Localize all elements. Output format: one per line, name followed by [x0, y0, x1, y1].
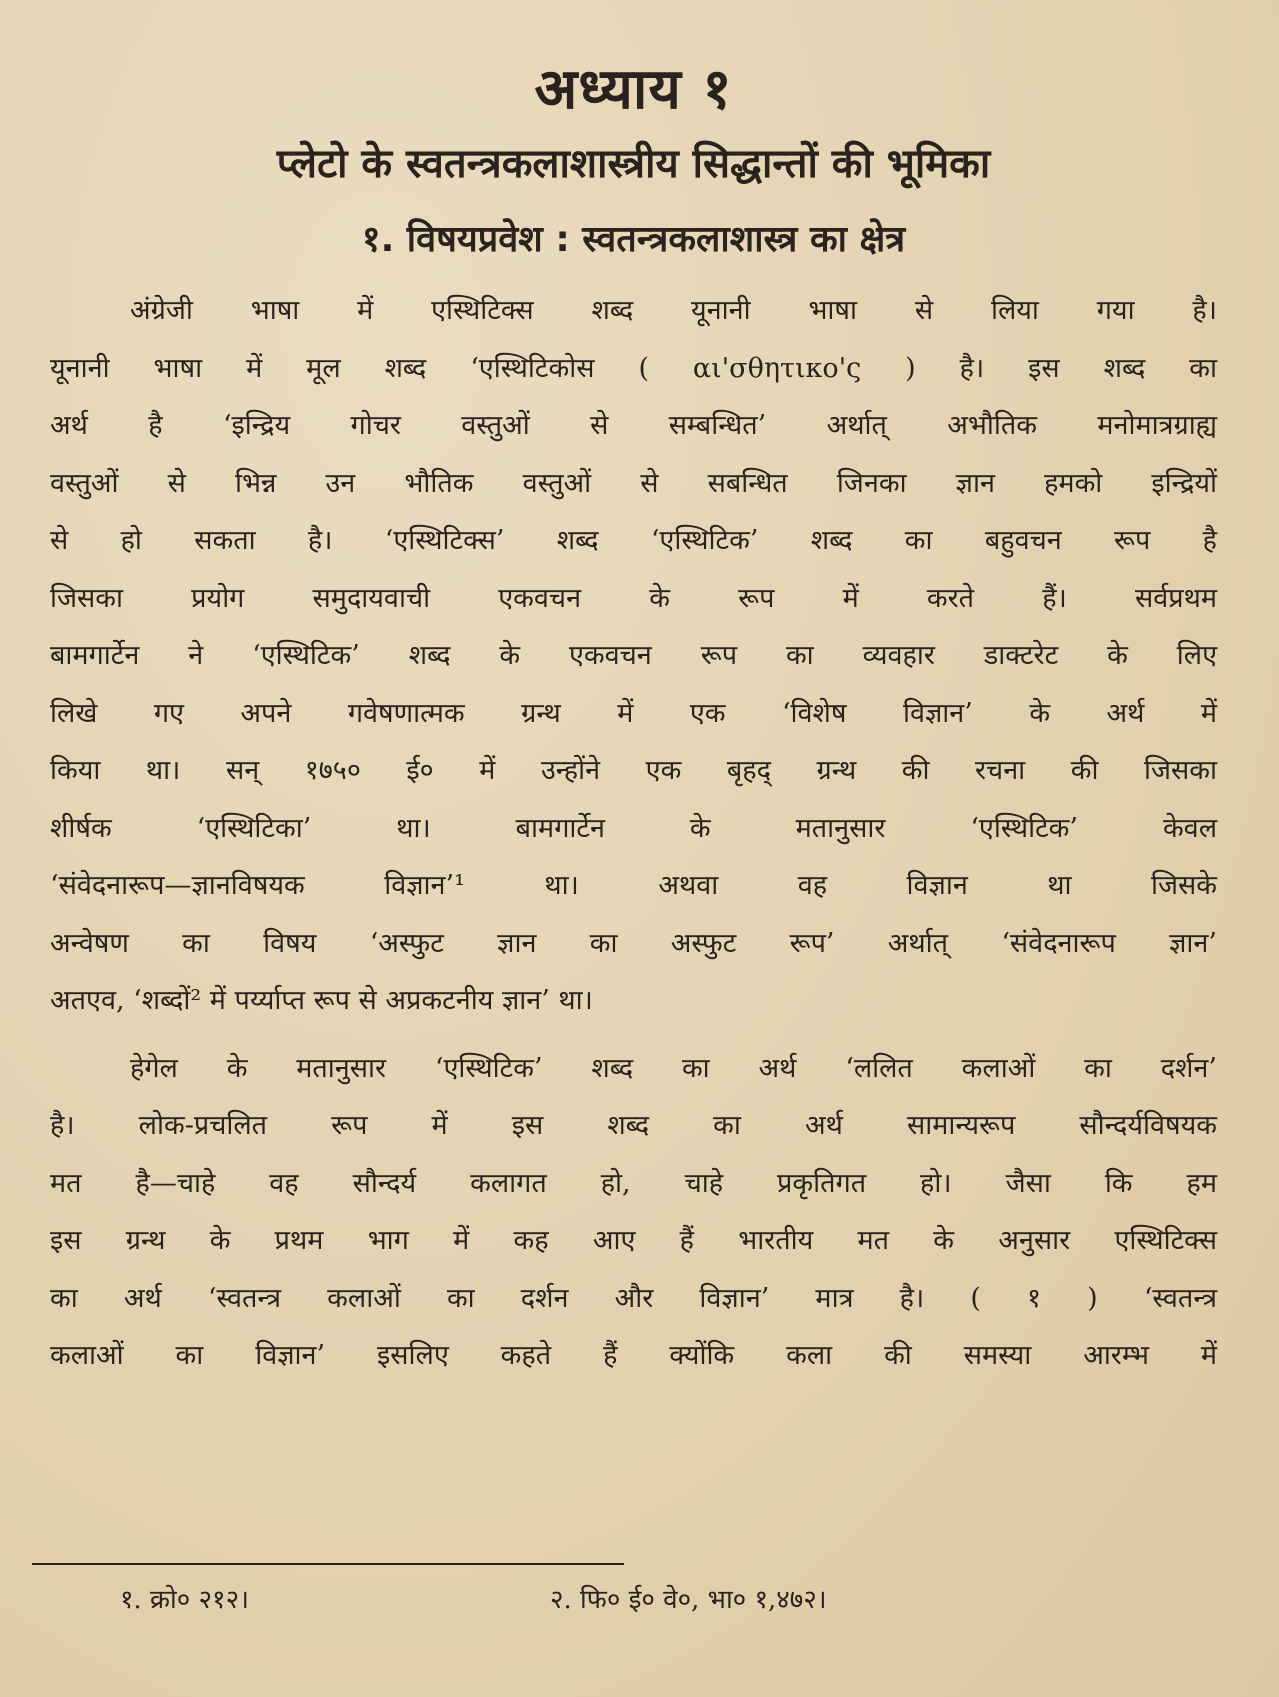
text-line: अर्थ है ‘इन्द्रिय गोचर वस्तुओं से सम्बन्धित’ अर्थात् अभौतिक मनोमात्रग्राह्य: [50, 410, 1217, 441]
text-line: किया था। सन् १७५० ई० में उन्होंने एक बृहद् ग्रन्थ की रचना की जिसका: [50, 755, 1217, 786]
text-line: है। लोक-प्रचलित रूप में इस शब्द का अर्थ सामान्यरूप सौन्दर्यविषयक: [50, 1110, 1217, 1141]
text-line: अतएव, ‘शब्दों² में पर्य्याप्त रूप से अप्रकटनीय ज्ञान’ था।: [50, 985, 593, 1016]
text-line: शीर्षक ‘एस्थिटिका’ था। बामगार्टेन के मतानुसार ‘एस्थिटिक’ केवल: [50, 812, 1217, 844]
text-line: लिखे गए अपने गवेषणात्मक ग्रन्थ में एक ‘विशेष विज्ञान’ के अर्थ में: [50, 697, 1217, 729]
text-line: मत है—चाहे वह सौन्दर्य कलागत हो, चाहे प्रकृतिगत हो। जैसा कि हम: [50, 1167, 1217, 1199]
footnote-divider: [32, 1563, 624, 1565]
paragraph-1: [50, 282, 1217, 1030]
text-line: यूनानी भाषा में मूल शब्द ‘एस्थिटिकोस ( αι'σθητικο'ς ) है। इस शब्द का: [50, 352, 1217, 384]
chapter-title: प्लेटो के स्वतन्त्रकलाशास्त्रीय सिद्धान्तों की भूमिका: [276, 141, 991, 187]
footnote-1: १. क्रो० २१२।: [120, 1585, 249, 1615]
text-line: अन्वेषण का विषय ‘अस्फुट ज्ञान का अस्फुट रूप’ अर्थात् ‘संवेदनारूप ज्ञान’: [50, 927, 1217, 959]
text-line: का अर्थ ‘स्वतन्त्र कलाओं का दर्शन और विज्ञान’ मात्र है। ( १ ) ‘स्वतन्त्र: [50, 1282, 1217, 1314]
text-line: से हो सकता है। ‘एस्थिटिक्स’ शब्द ‘एस्थिटिक’ शब्द का बहुवचन रूप है: [50, 525, 1217, 556]
text-line: अंग्रेजी भाषा में एस्थिटिक्स शब्द यूनानी भाषा से लिया गया है।: [130, 295, 1217, 326]
text-line: हेगेल के मतानुसार ‘एस्थिटिक’ शब्द का अर्थ ‘ललित कलाओं का दर्शन’: [130, 1052, 1217, 1084]
paragraph-2: [50, 1040, 1217, 1385]
text-line: बामगार्टेन ने ‘एस्थिटिक’ शब्द के एकवचन रूप का व्यवहार डाक्टरेट के लिए: [50, 640, 1217, 671]
text-line: ‘संवेदनारूप—ज्ञानविषयक विज्ञान’¹ था। अथवा वह विज्ञान था जिसके: [50, 870, 1217, 901]
section-heading: १. विषयप्रवेश : स्वतन्त्रकलाशास्त्र का क्षेत्र: [361, 219, 906, 260]
text-line: वस्तुओं से भिन्न उन भौतिक वस्तुओं से सबन्धित जिनका ज्ञान हमको इन्द्रियों: [50, 467, 1217, 499]
text-line: इस ग्रन्थ के प्रथम भाग में कह आए हैं भारतीय मत के अनुसार एस्थिटिक्स: [50, 1225, 1217, 1256]
text-line: कलाओं का विज्ञान’ इसलिए कहते हैं क्योंकि कला की समस्या आरम्भ में: [50, 1340, 1217, 1371]
chapter-heading: अध्याय १: [534, 57, 733, 122]
text-line: जिसका प्रयोग समुदायवाची एकवचन के रूप में करते हैं। सर्वप्रथम: [50, 582, 1217, 614]
footnote-2: २. फि० ई० वे०, भा० १,४७२।: [550, 1585, 827, 1615]
